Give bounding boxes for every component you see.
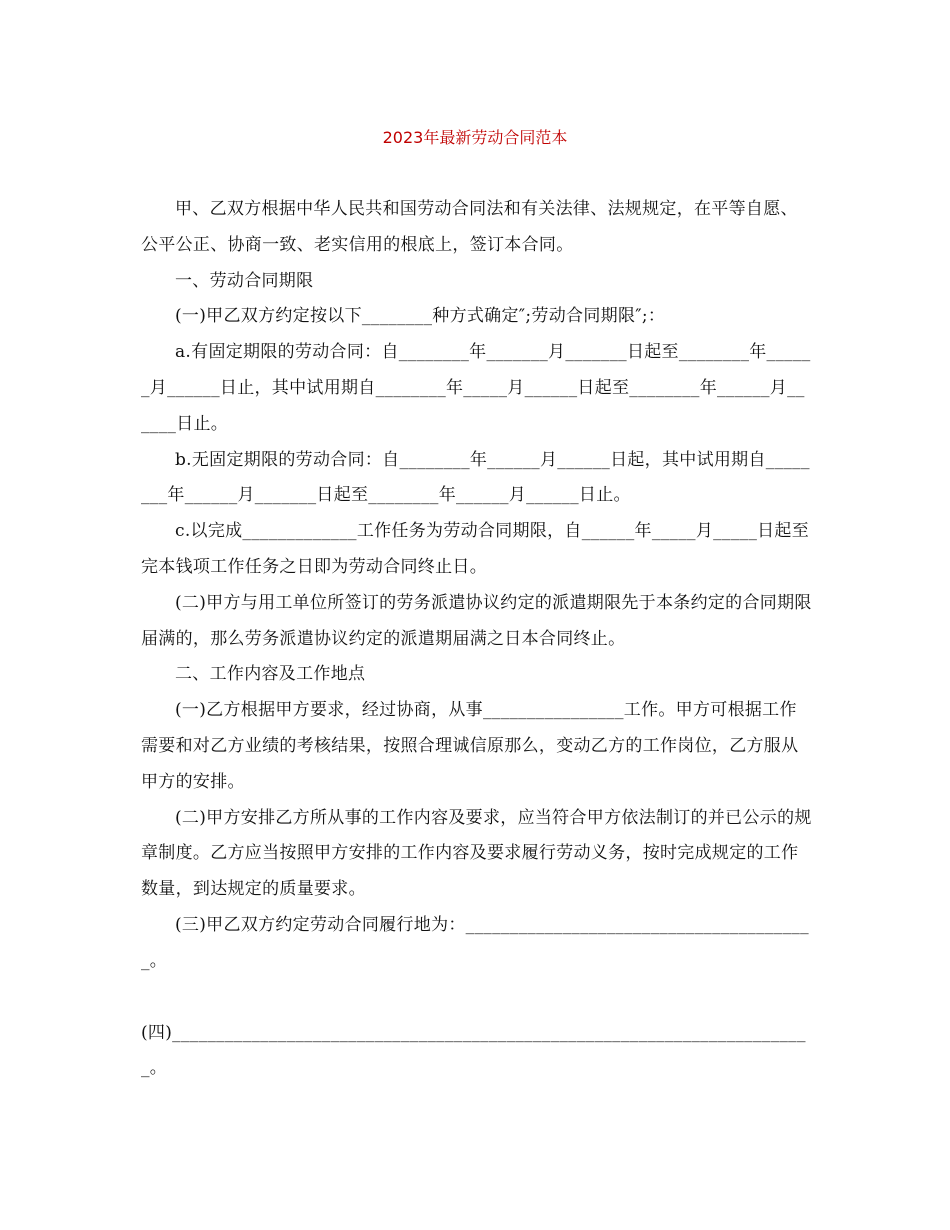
paragraph-gap — [141, 980, 813, 1016]
clause-work-position: (一)乙方根据甲方要求，经过协商，从事________________工作。甲方可根据工作需要和对乙方业绩的考核结果，按照合理诚信原那么，变动乙方的工作岗位，乙方服从甲方的安排。 — [141, 700, 799, 792]
clause-task-term: c.以完成_____________工作任务为劳动合同期限，自______年_____月_____日起至完本钱项工作任务之日即为劳动合同终止日。 — [141, 521, 810, 577]
clause-fixed-term: a.有固定期限的劳动合同：自________年_______月_______日起至________年______月______日止，其中试用期自________年_____月______日起至________年______月______日止。 — [141, 342, 811, 434]
clause-open-term: b.无固定期限的劳动合同：自________年______月______日起，其中试用期自________年______月_______日起至________年______月______日止。 — [141, 449, 810, 506]
document-title: 2023年最新劳动合同范本 — [382, 128, 568, 147]
section-heading-work-content: 二、工作内容及工作地点 — [175, 664, 366, 685]
clause-work-location: (三)甲乙双方约定劳动合同履行地为：________________________________________。 — [141, 914, 809, 971]
clause-dispatch-term: (二)甲方与用工单位所签订的劳务派遣协议约定的派遣期限先于本条约定的合同期限届满的，那么劳务派遣协议约定的派遣期届满之日本合同终止。 — [141, 592, 812, 649]
clause-work-requirements: (二)甲方安排乙方所从事的工作内容及要求，应当符合甲方依法制订的并已公示的规章制度。乙方应当按照甲方安排的工作内容及要求履行劳动义务，按时完成规定的工作数量，到达规定的质量要求。 — [141, 807, 812, 900]
paragraph-preamble: 甲、乙双方根据中华人民共和国劳动合同法和有关法律、法规规定，在平等自愿、公平公正、协商一致、老实信用的根底上，签订本合同。 — [141, 199, 798, 255]
document-body — [141, 192, 813, 1087]
clause-four: (四)_________________________________________________________________________。 — [141, 1022, 806, 1079]
section-heading-contract-term: 一、劳动合同期限 — [175, 270, 314, 291]
clause-term-method: (一)甲乙双方约定按以下________种方式确定″;劳动合同期限″;： — [175, 306, 666, 327]
